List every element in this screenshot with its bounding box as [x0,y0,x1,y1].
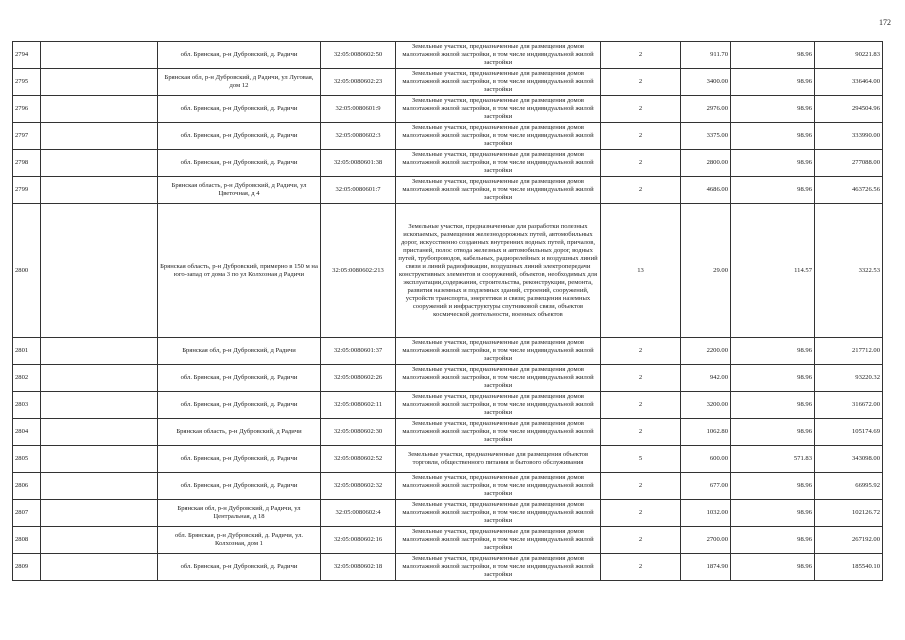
group-code-cell: 2 [601,392,681,419]
blank-cell [41,150,158,177]
blank-cell [41,365,158,392]
row-number: 2795 [13,69,41,96]
cadastral-value-cell: 294504.96 [815,96,883,123]
specific-value-cell: 98.96 [731,419,815,446]
group-code-cell: 2 [601,69,681,96]
table-row [13,446,883,473]
specific-value-cell: 98.96 [731,392,815,419]
address-cell: Брянская область, р-н Дубровский, д Радичи, ул Цветочная, д 4 [158,177,321,204]
address-cell: обл. Брянская, р-н Дубровский, д. Радичи [158,446,321,473]
cadastral-number-cell: 32:05:0080602:3 [321,123,396,150]
blank-cell [41,42,158,69]
address-cell: обл. Брянская, р-н Дубровский, д. Радичи [158,42,321,69]
land-purpose-cell: Земельные участки, предназначенные для размещения домов малоэтажной жилой застройки, в том числе индивидуальной жилой застройки [396,554,601,581]
blank-cell [41,204,158,338]
address-cell: обл. Брянская, р-н Дубровский, д. Радичи [158,123,321,150]
table-row [13,338,883,365]
land-purpose-cell: Земельные участки, предназначенные для размещения домов малоэтажной жилой застройки, в том числе индивидуальной жилой застройки [396,42,601,69]
table-row [13,392,883,419]
specific-value-cell: 98.96 [731,177,815,204]
cadastral-number-cell: 32:05:0080602:52 [321,446,396,473]
cadastral-number-cell: 32:05:0080602:11 [321,392,396,419]
cadastral-number-cell: 32:05:0080602:213 [321,204,396,338]
blank-cell [41,338,158,365]
blank-cell [41,177,158,204]
specific-value-cell: 98.96 [731,527,815,554]
specific-value-cell: 98.96 [731,96,815,123]
cadastral-value-cell: 90221.83 [815,42,883,69]
cadastral-number-cell: 32:05:0080601:38 [321,150,396,177]
cadastral-value-cell: 333990.00 [815,123,883,150]
row-number: 2801 [13,338,41,365]
table-row [13,177,883,204]
land-purpose-cell: Земельные участки, предназначенные для размещения домов малоэтажной жилой застройки, в том числе индивидуальной жилой застройки [396,69,601,96]
address-cell: обл. Брянская, р-н Дубровский, д. Радичи [158,554,321,581]
row-number: 2803 [13,392,41,419]
cadastral-value-cell: 102126.72 [815,500,883,527]
group-code-cell: 2 [601,123,681,150]
row-number: 2807 [13,500,41,527]
area-cell: 1032.00 [681,500,731,527]
land-purpose-cell: Земельные участки, предназначенные для размещения домов малоэтажной жилой застройки, в том числе индивидуальной жилой застройки [396,473,601,500]
specific-value-cell: 571.83 [731,446,815,473]
area-cell: 2976.00 [681,96,731,123]
group-code-cell: 5 [601,446,681,473]
specific-value-cell: 98.96 [731,150,815,177]
table-row [13,500,883,527]
cadastral-number-cell: 32:05:0080602:18 [321,554,396,581]
table-row [13,96,883,123]
specific-value-cell: 98.96 [731,69,815,96]
cadastral-value-cell: 277088.00 [815,150,883,177]
area-cell: 2200.00 [681,338,731,365]
area-cell: 911.70 [681,42,731,69]
group-code-cell: 2 [601,365,681,392]
cadastral-value-cell: 267192.00 [815,527,883,554]
cadastral-number-cell: 32:05:0080602:30 [321,419,396,446]
row-number: 2800 [13,204,41,338]
row-number: 2797 [13,123,41,150]
blank-cell [41,500,158,527]
address-cell: Брянская область, р-н Дубровский, д Радичи [158,419,321,446]
blank-cell [41,554,158,581]
blank-cell [41,527,158,554]
land-purpose-cell: Земельные участки, предназначенные для размещения объектов торговли, общественного питания и бытового обслуживания [396,446,601,473]
row-number: 2802 [13,365,41,392]
table-row [13,42,883,69]
address-cell: Брянская область, р-н Дубровский, примерно в 150 м на юго-запад от дома 3 по ул Колхозная д Радичи [158,204,321,338]
area-cell: 4686.00 [681,177,731,204]
area-cell: 2800.00 [681,150,731,177]
address-cell: Брянская обл, р-н Дубровский, д Радичи, ул Луговая, дом 12 [158,69,321,96]
cadastral-number-cell: 32:05:0080602:4 [321,500,396,527]
address-cell: обл. Брянская, р-н Дубровский, д. Радичи [158,392,321,419]
group-code-cell: 13 [601,204,681,338]
address-cell: обл. Брянская, р-н Дубровский, д. Радичи, ул. Колхозная, дом 1 [158,527,321,554]
land-purpose-cell: Земельные участки, предназначенные для размещения домов малоэтажной жилой застройки, в том числе индивидуальной жилой застройки [396,150,601,177]
address-cell: обл. Брянская, р-н Дубровский, д. Радичи [158,473,321,500]
group-code-cell: 2 [601,419,681,446]
specific-value-cell: 98.96 [731,365,815,392]
address-cell: обл. Брянская, р-н Дубровский, д. Радичи [158,96,321,123]
address-cell: обл. Брянская, р-н Дубровский, д. Радичи [158,365,321,392]
land-purpose-cell: Земельные участки, предназначенные для размещения домов малоэтажной жилой застройки, в том числе индивидуальной жилой застройки [396,500,601,527]
land-purpose-cell: Земельные участки, предназначенные для размещения домов малоэтажной жилой застройки, в том числе индивидуальной жилой застройки [396,419,601,446]
cadastral-value-cell: 343098.00 [815,446,883,473]
row-number: 2799 [13,177,41,204]
blank-cell [41,123,158,150]
cadastral-number-cell: 32:05:0080601:37 [321,338,396,365]
land-purpose-cell: Земельные участки, предназначенные для размещения домов малоэтажной жилой застройки, в том числе индивидуальной жилой застройки [396,338,601,365]
group-code-cell: 2 [601,338,681,365]
row-number: 2804 [13,419,41,446]
table-row [13,69,883,96]
cadastral-number-cell: 32:05:0080601:7 [321,177,396,204]
area-cell: 3375.00 [681,123,731,150]
area-cell: 29.00 [681,204,731,338]
cadastral-number-cell: 32:05:0080602:50 [321,42,396,69]
group-code-cell: 2 [601,554,681,581]
row-number: 2808 [13,527,41,554]
blank-cell [41,96,158,123]
group-code-cell: 2 [601,96,681,123]
table-row [13,150,883,177]
row-number: 2805 [13,446,41,473]
specific-value-cell: 98.96 [731,338,815,365]
table-row [13,204,883,338]
address-cell: Брянская обл, р-н Дубровский, д Радичи [158,338,321,365]
cadastral-value-cell: 336464.00 [815,69,883,96]
specific-value-cell: 98.96 [731,500,815,527]
cadastral-value-cell: 463726.56 [815,177,883,204]
area-cell: 677.00 [681,473,731,500]
cadastral-value-cell: 185540.10 [815,554,883,581]
cadastral-value-cell: 66995.92 [815,473,883,500]
land-purpose-cell: Земельные участки, предназначенные для размещения домов малоэтажной жилой застройки, в том числе индивидуальной жилой застройки [396,123,601,150]
group-code-cell: 2 [601,150,681,177]
specific-value-cell: 98.96 [731,42,815,69]
group-code-cell: 2 [601,473,681,500]
page-number: 172 [879,18,891,27]
cadastral-value-cell: 217712.00 [815,338,883,365]
specific-value-cell: 98.96 [731,123,815,150]
land-purpose-cell: Земельные участки, предназначенные для разработки полезных ископаемых, размещения железнодорожных путей, автомобильных дорог, искусственно созданных внутренних водных путей, причалов, пристаней, полос отвода железных и автомобильных дорог, водных путей, трубопроводов, кабельных, радиорелейных и воздушных линий связи и линий радиофикации, воздушных линий электропередачи конструктивных элементов и сооружений, объектов, необходимых для эксплуатации,содержания, строительства, реконструкции, ремонта, развития наземных и подземных зданий, строений, сооружений, устройств транспорта, энергетики и связи; размещения наземных сооружений и инфраструктуры спутниковой связи, объектов космической деятельности, военных объектов [396,204,601,338]
row-number: 2806 [13,473,41,500]
group-code-cell: 2 [601,42,681,69]
blank-cell [41,473,158,500]
specific-value-cell: 98.96 [731,473,815,500]
blank-cell [41,69,158,96]
land-purpose-cell: Земельные участки, предназначенные для размещения домов малоэтажной жилой застройки, в том числе индивидуальной жилой застройки [396,392,601,419]
address-cell: обл. Брянская, р-н Дубровский, д. Радичи [158,150,321,177]
blank-cell [41,392,158,419]
table-row [13,365,883,392]
land-purpose-cell: Земельные участки, предназначенные для размещения домов малоэтажной жилой застройки, в том числе индивидуальной жилой застройки [396,527,601,554]
table-row [13,419,883,446]
specific-value-cell: 114.57 [731,204,815,338]
area-cell: 942.00 [681,365,731,392]
blank-cell [41,419,158,446]
cadastral-number-cell: 32:05:0080602:16 [321,527,396,554]
group-code-cell: 2 [601,527,681,554]
area-cell: 600.00 [681,446,731,473]
area-cell: 1062.80 [681,419,731,446]
cadastral-value-table [12,41,883,581]
land-purpose-cell: Земельные участки, предназначенные для размещения домов малоэтажной жилой застройки, в том числе индивидуальной жилой застройки [396,365,601,392]
table-row [13,554,883,581]
cadastral-number-cell: 32:05:0080602:32 [321,473,396,500]
table-row [13,527,883,554]
specific-value-cell: 98.96 [731,554,815,581]
cadastral-value-cell: 93220.32 [815,365,883,392]
row-number: 2794 [13,42,41,69]
table-row [13,123,883,150]
row-number: 2798 [13,150,41,177]
area-cell: 3400.00 [681,69,731,96]
row-number: 2796 [13,96,41,123]
area-cell: 2700.00 [681,527,731,554]
cadastral-number-cell: 32:05:0080602:26 [321,365,396,392]
cadastral-number-cell: 32:05:0080601:9 [321,96,396,123]
cadastral-value-cell: 3322.53 [815,204,883,338]
area-cell: 1874.90 [681,554,731,581]
land-purpose-cell: Земельные участки, предназначенные для размещения домов малоэтажной жилой застройки, в том числе индивидуальной жилой застройки [396,96,601,123]
cadastral-number-cell: 32:05:0080602:23 [321,69,396,96]
row-number: 2809 [13,554,41,581]
land-purpose-cell: Земельные участки, предназначенные для размещения домов малоэтажной жилой застройки, в том числе индивидуальной жилой застройки [396,177,601,204]
table-row [13,473,883,500]
cadastral-value-cell: 105174.69 [815,419,883,446]
blank-cell [41,446,158,473]
address-cell: Брянская обл, р-н Дубровский, д Радичи, ул Центральная, д 18 [158,500,321,527]
cadastral-value-cell: 316672.00 [815,392,883,419]
area-cell: 3200.00 [681,392,731,419]
group-code-cell: 2 [601,500,681,527]
group-code-cell: 2 [601,177,681,204]
